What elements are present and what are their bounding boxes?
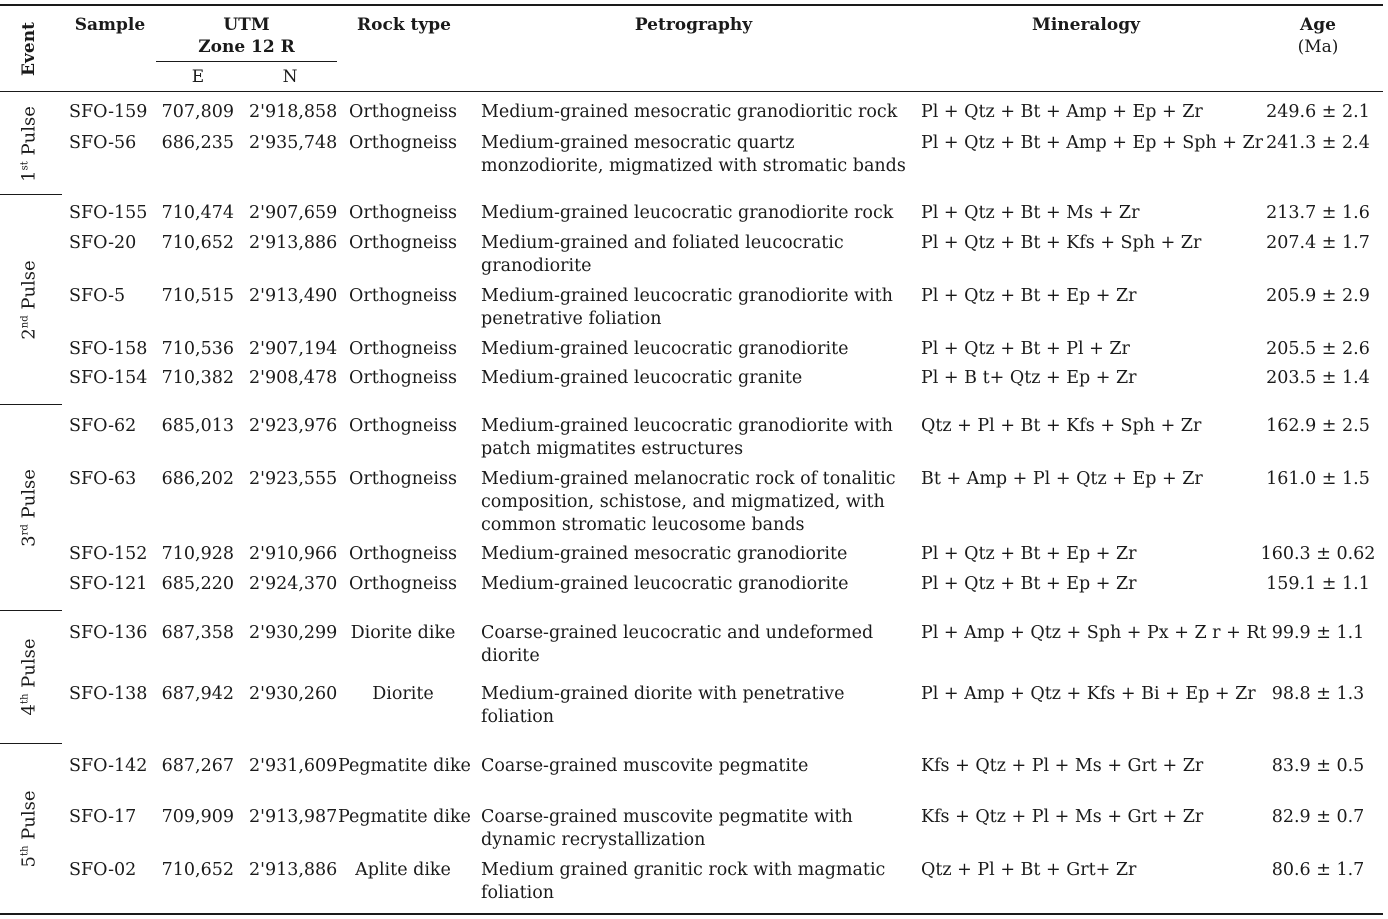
cell-northing: 2'935,748 (249, 133, 338, 153)
event-label-4th-pulse: 4th Pulse (18, 638, 40, 716)
table-top-rule (0, 4, 1383, 6)
cell-rock-type: Orthogneiss (349, 339, 457, 359)
header-age: Age (Ma) (1297, 15, 1339, 57)
cell-northing: 2'913,490 (249, 286, 338, 306)
cell-sample: SFO-136 (69, 623, 148, 643)
cell-mineralogy: Pl + Amp + Qtz + Sph + Px + Z r + Rt (921, 623, 1267, 643)
cell-easting: 687,267 (161, 756, 234, 776)
cell-easting: 685,013 (161, 416, 234, 436)
cell-age: 207.4 ± 1.7 (1266, 233, 1370, 253)
cell-petrography: Medium-grained and foliated leucocratic granodiorite (481, 233, 844, 276)
cell-easting: 687,942 (161, 684, 234, 704)
cell-easting: 710,652 (161, 860, 234, 880)
cell-easting: 710,474 (161, 203, 234, 223)
header-petrography: Petrography (634, 15, 753, 35)
cell-northing: 2'907,194 (249, 339, 338, 359)
cell-rock-type: Orthogneiss (349, 203, 457, 223)
cell-petrography: Coarse-grained muscovite pegmatite (481, 756, 809, 776)
cell-age: 161.0 ± 1.5 (1266, 469, 1370, 489)
cell-sample: SFO-20 (69, 233, 137, 253)
cell-sample: SFO-5 (69, 286, 126, 306)
cell-northing: 2'908,478 (249, 368, 338, 388)
header-bottom-rule (0, 91, 1383, 92)
header-utm: UTM Zone 12 R (198, 15, 295, 57)
cell-rock-type: Orthogneiss (349, 469, 457, 489)
cell-rock-type: Diorite dike (350, 623, 456, 643)
event-label-3rd-pulse: 3rd Pulse (18, 468, 40, 547)
cell-petrography: Medium-grained leucocratic granodiorite (481, 574, 849, 594)
cell-age: 213.7 ± 1.6 (1266, 203, 1370, 223)
cell-northing: 2'907,659 (249, 203, 338, 223)
cell-mineralogy: Pl + Qtz + Bt + Pl + Zr (921, 339, 1130, 359)
event-label-1st-pulse: 1st Pulse (18, 106, 40, 182)
cell-rock-type: Orthogneiss (349, 416, 457, 436)
event-label-2nd-pulse: 2nd Pulse (18, 259, 40, 340)
cell-mineralogy: Pl + Qtz + Bt + Amp + Ep + Sph + Zr (921, 133, 1263, 153)
cell-mineralogy: Pl + Qtz + Bt + Kfs + Sph + Zr (921, 233, 1202, 253)
cell-northing: 2'931,609 (249, 756, 338, 776)
cell-age: 82.9 ± 0.7 (1271, 807, 1365, 827)
utm-subheader-rule (156, 61, 337, 62)
cell-mineralogy: Pl + Qtz + Bt + Amp + Ep + Zr (921, 102, 1203, 122)
header-easting: E (191, 67, 205, 87)
cell-northing: 2'930,299 (249, 623, 338, 643)
cell-northing: 2'923,555 (249, 469, 338, 489)
cell-mineralogy: Bt + Amp + Pl + Qtz + Ep + Zr (921, 469, 1203, 489)
cell-easting: 707,809 (161, 102, 234, 122)
cell-sample: SFO-154 (69, 368, 148, 388)
cell-rock-type: Diorite (372, 684, 434, 704)
cell-rock-type: Pegmatite dike (338, 756, 471, 776)
cell-sample: SFO-152 (69, 544, 148, 564)
cell-age: 83.9 ± 0.5 (1271, 756, 1365, 776)
cell-rock-type: Orthogneiss (349, 574, 457, 594)
cell-age: 241.3 ± 2.4 (1266, 133, 1370, 153)
cell-rock-type: Orthogneiss (349, 544, 457, 564)
cell-northing: 2'930,260 (249, 684, 338, 704)
cell-sample: SFO-155 (69, 203, 148, 223)
cell-rock-type: Orthogneiss (349, 368, 457, 388)
cell-easting: 710,515 (161, 286, 234, 306)
cell-age: 98.8 ± 1.3 (1271, 684, 1365, 704)
cell-sample: SFO-142 (69, 756, 148, 776)
cell-petrography: Medium-grained mesocratic quartz monzodiorite, migmatized with stromatic bands (481, 133, 906, 176)
cell-northing: 2'923,976 (249, 416, 338, 436)
cell-mineralogy: Pl + Amp + Qtz + Kfs + Bi + Ep + Zr (921, 684, 1256, 704)
cell-easting: 710,652 (161, 233, 234, 253)
cell-age: 205.9 ± 2.9 (1266, 286, 1370, 306)
cell-sample: SFO-121 (69, 574, 148, 594)
cell-age: 160.3 ± 0.62 (1260, 544, 1376, 564)
cell-mineralogy: Qtz + Pl + Bt + Grt+ Zr (921, 860, 1137, 880)
cell-easting: 709,909 (161, 807, 234, 827)
cell-mineralogy: Pl + Qtz + Bt + Ms + Zr (921, 203, 1140, 223)
cell-petrography: Medium grained granitic rock with magmatic foliation (481, 860, 886, 903)
cell-northing: 2'913,987 (249, 807, 338, 827)
cell-petrography: Medium-grained melanocratic rock of tonalitic composition, schistose, and migmatized, with common stromatic leucosome bands (481, 469, 896, 535)
cell-northing: 2'913,886 (249, 860, 338, 880)
cell-mineralogy: Pl + B t+ Qtz + Ep + Zr (921, 368, 1137, 388)
cell-mineralogy: Kfs + Qtz + Pl + Ms + Grt + Zr (921, 807, 1204, 827)
cell-easting: 687,358 (161, 623, 234, 643)
cell-sample: SFO-138 (69, 684, 148, 704)
cell-petrography: Medium-grained leucocratic granodiorite with patch migmatites estructures (481, 416, 893, 459)
header-sample: Sample (74, 15, 146, 35)
cell-rock-type: Orthogneiss (349, 286, 457, 306)
cell-northing: 2'918,858 (249, 102, 338, 122)
cell-age: 205.5 ± 2.6 (1266, 339, 1370, 359)
cell-rock-type: Orthogneiss (349, 133, 457, 153)
cell-age: 162.9 ± 2.5 (1266, 416, 1370, 436)
cell-sample: SFO-17 (69, 807, 137, 827)
event-label-5th-pulse: 5th Pulse (18, 789, 40, 868)
cell-petrography: Coarse-grained leucocratic and undeformed diorite (481, 623, 874, 666)
cell-sample: SFO-159 (69, 102, 148, 122)
cell-easting: 710,928 (161, 544, 234, 564)
cell-sample: SFO-63 (69, 469, 137, 489)
cell-age: 99.9 ± 1.1 (1271, 623, 1365, 643)
header-event: Event (19, 22, 39, 76)
cell-rock-type: Pegmatite dike (338, 807, 471, 827)
cell-sample: SFO-02 (69, 860, 137, 880)
cell-northing: 2'910,966 (249, 544, 338, 564)
cell-petrography: Medium-grained diorite with penetrative foliation (481, 684, 845, 727)
cell-petrography: Medium-grained mesocratic granodioritic rock (481, 102, 898, 122)
cell-petrography: Coarse-grained muscovite pegmatite with dynamic recrystallization (481, 807, 853, 850)
cell-mineralogy: Pl + Qtz + Bt + Ep + Zr (921, 544, 1137, 564)
cell-age: 159.1 ± 1.1 (1266, 574, 1370, 594)
cell-mineralogy: Pl + Qtz + Bt + Ep + Zr (921, 286, 1137, 306)
cell-petrography: Medium-grained leucocratic granodiorite with penetrative foliation (481, 286, 893, 329)
cell-petrography: Medium-grained leucocratic granodiorite (481, 339, 849, 359)
header-mineralogy: Mineralogy (1032, 15, 1140, 35)
cell-mineralogy: Qtz + Pl + Bt + Kfs + Sph + Zr (921, 416, 1202, 436)
cell-age: 80.6 ± 1.7 (1271, 860, 1365, 880)
cell-rock-type: Aplite dike (355, 860, 451, 880)
cell-sample: SFO-56 (69, 133, 137, 153)
cell-petrography: Medium-grained leucocratic granodiorite rock (481, 203, 894, 223)
cell-rock-type: Orthogneiss (349, 233, 457, 253)
table-bottom-rule (0, 913, 1383, 915)
cell-easting: 685,220 (161, 574, 234, 594)
cell-sample: SFO-158 (69, 339, 148, 359)
header-northing: N (282, 67, 298, 87)
cell-mineralogy: Kfs + Qtz + Pl + Ms + Grt + Zr (921, 756, 1204, 776)
cell-northing: 2'924,370 (249, 574, 338, 594)
header-rock-type: Rock type (357, 15, 451, 35)
cell-petrography: Medium-grained leucocratic granite (481, 368, 803, 388)
cell-easting: 710,536 (161, 339, 234, 359)
cell-easting: 686,235 (161, 133, 234, 153)
cell-petrography: Medium-grained mesocratic granodiorite (481, 544, 848, 564)
cell-easting: 686,202 (161, 469, 234, 489)
cell-easting: 710,382 (161, 368, 234, 388)
cell-sample: SFO-62 (69, 416, 137, 436)
cell-age: 203.5 ± 1.4 (1266, 368, 1370, 388)
cell-northing: 2'913,886 (249, 233, 338, 253)
cell-mineralogy: Pl + Qtz + Bt + Ep + Zr (921, 574, 1137, 594)
cell-rock-type: Orthogneiss (349, 102, 457, 122)
cell-age: 249.6 ± 2.1 (1266, 102, 1370, 122)
